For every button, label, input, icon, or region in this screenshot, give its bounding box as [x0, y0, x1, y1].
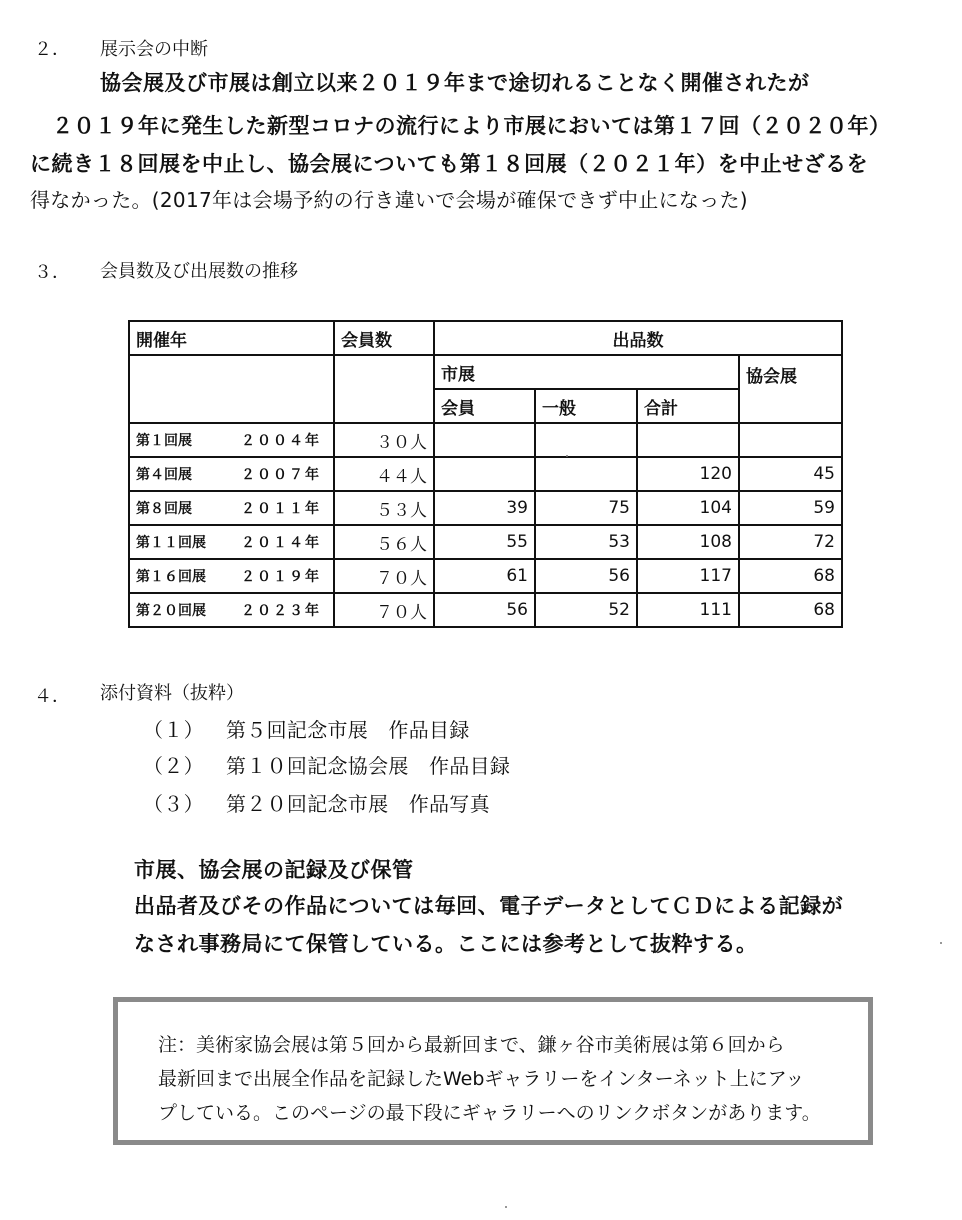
- table-row: [129, 593, 842, 627]
- city-general-cell: 56: [535, 559, 637, 593]
- table-row: [129, 423, 842, 457]
- attachment-num-3: （３）: [143, 792, 204, 816]
- city-total-cell: 104: [637, 491, 739, 525]
- edition-cell: [129, 525, 334, 559]
- city-general-cell: 75: [535, 491, 637, 525]
- city-total-cell: 117: [637, 559, 739, 593]
- header-members-blank: [334, 355, 434, 423]
- city-total-cell: [637, 423, 739, 457]
- edition-year: ２００４年: [241, 433, 321, 449]
- city-member-cell: 55: [434, 525, 535, 559]
- header-year-blank: [129, 355, 334, 423]
- section2-line-2: ２０１９年に発生した新型コロナの流行により市展においては第１７回（２０２０年）: [52, 114, 891, 138]
- header-members: 会員数: [334, 321, 434, 355]
- table-row: [129, 491, 842, 525]
- edition-cell: [129, 559, 334, 593]
- note-box: [113, 997, 873, 1145]
- assoc-cell: 68: [739, 593, 842, 627]
- attachment-text-1: 第５回記念市展 作品目録: [226, 718, 470, 742]
- edition-label: 第１回展: [136, 433, 192, 449]
- scan-speck: [940, 942, 942, 944]
- header-member: 会員: [434, 389, 535, 423]
- header-general: 一般: [535, 389, 637, 423]
- edition-year: ２０２３年: [241, 603, 321, 619]
- section2-number: ２．: [34, 39, 70, 60]
- edition-year: ２０１１年: [241, 501, 321, 517]
- edition-cell: [129, 423, 334, 457]
- edition-year: ２０１４年: [241, 535, 321, 551]
- note-line-3: プしている。このページの最下段にギャラリーへのリンクボタンがあります。: [158, 1102, 821, 1124]
- section2-title: 展示会の中断: [100, 39, 208, 60]
- assoc-cell: [739, 423, 842, 457]
- members-cell: ５３人: [334, 491, 434, 525]
- table-row: [129, 559, 842, 593]
- attachment-num-1: （１）: [143, 718, 204, 742]
- section4-title: 添付資料（抜粋）: [100, 683, 244, 704]
- city-general-cell: [535, 423, 637, 457]
- edition-cell: [129, 593, 334, 627]
- record-line-2: なされ事務局にて保管している。ここには参考として抜粋する。: [134, 932, 758, 956]
- members-cell: ５６人: [334, 525, 434, 559]
- section3-title: 会員数及び出展数の推移: [100, 261, 298, 282]
- scan-speck: [505, 1206, 507, 1208]
- header-entries: 出品数: [434, 321, 842, 355]
- edition-label: 第４回展: [136, 467, 192, 483]
- edition-cell: [129, 491, 334, 525]
- attachment-text-2: 第１０回記念協会展 作品目録: [226, 754, 511, 778]
- section2-line-1: 協会展及び市展は創立以来２０１９年まで途切れることなく開催されたが: [100, 71, 810, 95]
- assoc-cell: 72: [739, 525, 842, 559]
- city-member-cell: 61: [434, 559, 535, 593]
- members-cell: ４４人: [334, 457, 434, 491]
- scan-speck: [566, 455, 568, 457]
- header-total: 合計: [637, 389, 739, 423]
- edition-year: ２００７年: [241, 467, 321, 483]
- assoc-cell: 59: [739, 491, 842, 525]
- edition-cell: [129, 457, 334, 491]
- section4-number: ４．: [34, 686, 70, 707]
- attachment-num-2: （２）: [143, 754, 204, 778]
- city-total-cell: 108: [637, 525, 739, 559]
- attachment-text-3: 第２０回記念市展 作品写真: [226, 792, 490, 816]
- header-assoc: 協会展: [739, 355, 842, 423]
- city-member-cell: [434, 423, 535, 457]
- header-year: 開催年: [129, 321, 334, 355]
- note-line-1: 注：美術家協会展は第５回から最新回まで、鎌ヶ谷市美術展は第６回から: [158, 1034, 785, 1056]
- edition-label: 第１１回展: [136, 535, 206, 551]
- city-general-cell: [535, 457, 637, 491]
- edition-label: 第２０回展: [136, 603, 206, 619]
- table-row: [129, 525, 842, 559]
- city-general-cell: 53: [535, 525, 637, 559]
- city-member-cell: 56: [434, 593, 535, 627]
- city-total-cell: 111: [637, 593, 739, 627]
- edition-label: 第８回展: [136, 501, 192, 517]
- section2-line-3: に続き１８回展を中止し、協会展についても第１８回展（２０２１年）を中止せざるを: [30, 152, 869, 176]
- membership-table: [128, 320, 843, 628]
- assoc-cell: 45: [739, 457, 842, 491]
- section3-number: ３．: [34, 262, 70, 283]
- members-cell: ３０人: [334, 423, 434, 457]
- section2-line-4: 得なかった。(2017年は会場予約の行き違いで会場が確保できず中止になった): [30, 188, 748, 212]
- city-total-cell: 120: [637, 457, 739, 491]
- edition-year: ２０１９年: [241, 569, 321, 585]
- assoc-cell: 68: [739, 559, 842, 593]
- edition-label: 第１６回展: [136, 569, 206, 585]
- members-cell: ７０人: [334, 559, 434, 593]
- note-line-2: 最新回まで出展全作品を記録したWebギャラリーをインターネット上にアッ: [158, 1068, 805, 1090]
- table-row: [129, 457, 842, 491]
- members-cell: ７０人: [334, 593, 434, 627]
- city-member-cell: 39: [434, 491, 535, 525]
- header-city: 市展: [434, 355, 739, 389]
- city-general-cell: 52: [535, 593, 637, 627]
- record-heading: 市展、協会展の記録及び保管: [134, 858, 414, 882]
- record-line-1: 出品者及びその作品については毎回、電子データとしてＣＤによる記録が: [134, 894, 844, 918]
- city-member-cell: [434, 457, 535, 491]
